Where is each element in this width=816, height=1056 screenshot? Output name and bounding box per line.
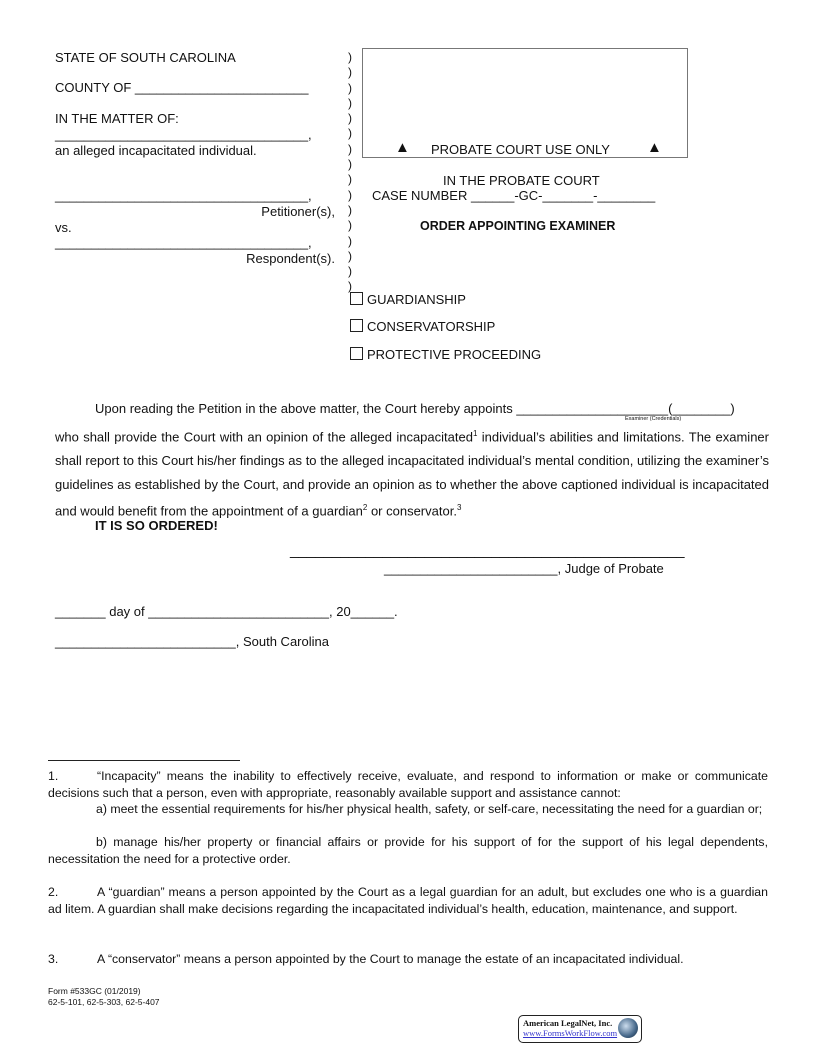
court-name: IN THE PROBATE COURT <box>443 173 600 188</box>
arrow-up-icon: ▲ <box>395 139 410 156</box>
checkbox-protective[interactable] <box>350 347 541 362</box>
caption-parens: ) ) ) ) ) ) ) ) ) ) ) ) ) ) ) ) <box>348 50 352 294</box>
logo-name: American LegalNet, Inc. <box>523 1018 613 1028</box>
case-number: CASE NUMBER ______-GC-_______-________ <box>372 188 656 203</box>
vs-label: vs. <box>55 220 72 235</box>
arrow-up-icon: ▲ <box>647 139 662 156</box>
checkbox-icon[interactable] <box>350 319 363 332</box>
court-use-box <box>362 48 688 158</box>
checkbox-label: PROTECTIVE PROCEEDING <box>367 347 542 362</box>
form-number: Form #533GC (01/2019) <box>48 986 141 996</box>
alleged-label: an alleged incapacitated individual. <box>55 143 257 158</box>
matter-line: ___________________________________, <box>55 127 312 142</box>
place-line: _________________________, South Carolina <box>55 634 329 649</box>
petitioner-label: Petitioner(s), <box>261 204 335 219</box>
checkbox-icon[interactable] <box>350 347 363 360</box>
checkbox-label: CONSERVATORSHIP <box>367 319 496 334</box>
footnote-divider <box>48 760 240 761</box>
so-ordered: IT IS SO ORDERED! <box>95 518 218 533</box>
legalnet-logo[interactable] <box>518 1015 642 1043</box>
document-title: ORDER APPOINTING EXAMINER <box>420 219 616 233</box>
respondent-label: Respondent(s). <box>246 251 335 266</box>
checkbox-label: GUARDIANSHIP <box>367 292 466 307</box>
footnote-1: 1. “Incapacity” means the inability to effectively receive, evaluate, and respond to information or make or communicate decisions such that a person, even with appropriate, reasonably available support and assistance cannot: <box>48 769 768 800</box>
footnote-2: 2. A “guardian” means a person appointed by the Court as a legal guardian for an adult, but excludes one who is a guardian ad litem. A guardian shall make decisions regarding the incapacitated individual’s health, education, maintenance, and support. <box>48 885 768 916</box>
state: STATE OF SOUTH CAROLINA <box>55 50 236 65</box>
checkbox-conservatorship[interactable] <box>350 319 495 334</box>
petitioner-line: ___________________________________, <box>55 188 312 203</box>
matter-label: IN THE MATTER OF: <box>55 111 179 126</box>
judge-line: ________________________, Judge of Probate <box>384 561 664 576</box>
county: COUNTY OF ________________________ <box>55 80 309 95</box>
statutes: 62-5-101, 62-5-303, 62-5-407 <box>48 997 160 1007</box>
globe-icon <box>618 1018 638 1038</box>
signature-line[interactable]: _______________________________________________ <box>290 542 685 559</box>
order-paragraph: who shall provide the Court with an opinion of the alleged incapacitated$^1$ individual’s abilities and limitations. The examiner shall report to this Court his/her findings as to the alleged incapacitated individual’s mental condition, utilizing the examiner’s guidelines as established by the Court, and provide an opinion as to whether the above captioned individual is incapacitated and would benefit from the appointment of a guardian$^2$ or conservator.$^3$ <box>55 429 769 519</box>
appoint-sentence: Upon reading the Petition in the above matter, the Court hereby appoints _____________________(________) <box>95 401 735 416</box>
footnote-1a: a) meet the essential requirements for his/her physical health, safety, or self-care, necessitating the need for a guardian or; <box>96 802 763 816</box>
court-use-label: PROBATE COURT USE ONLY <box>431 142 610 157</box>
respondent-line: ___________________________________, <box>55 235 312 250</box>
date-line: _______ day of _________________________, 20______. <box>55 604 398 619</box>
checkbox-icon[interactable] <box>350 292 363 305</box>
footnote-3: 3. A “conservator” means a person appointed by the Court to manage the estate of an incapacitated individual. <box>48 952 684 966</box>
checkbox-guardianship[interactable] <box>350 292 466 307</box>
footnote-1b: b) manage his/her property or financial affairs or provide for his support of for the support of his legal dependents, necessitation the need for a protective order. <box>48 835 768 866</box>
examiner-label: Examiner (Credentials) <box>625 416 682 422</box>
logo-url[interactable]: www.FormsWorkFlow.com <box>523 1028 618 1038</box>
